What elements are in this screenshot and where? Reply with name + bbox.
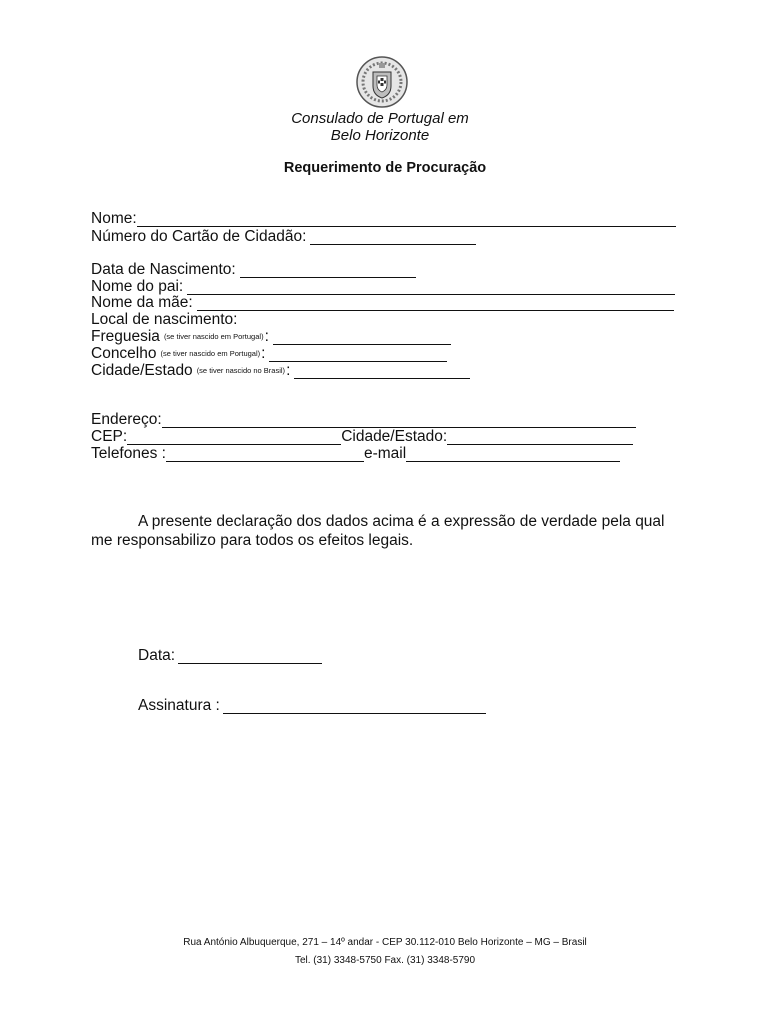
assinatura-label: Assinatura :: [138, 697, 220, 714]
nascimento-label: Data de Nascimento:: [91, 261, 236, 278]
document-title: Requerimento de Procuração: [283, 160, 487, 176]
data-field[interactable]: [138, 647, 322, 664]
mae-line[interactable]: [197, 296, 674, 311]
endereco-label: Endereço:: [91, 411, 162, 428]
cidade-estado-line[interactable]: [294, 364, 470, 379]
endereco-line[interactable]: [162, 413, 636, 428]
freguesia-line[interactable]: [273, 330, 451, 345]
cartao-field[interactable]: [91, 228, 476, 245]
cidade-estado-note: (se tiver nascido no Brasil): [196, 366, 286, 375]
consulate-line-1: Consulado de Portugal em: [291, 110, 469, 127]
cep-line[interactable]: [127, 430, 341, 445]
email-label: e-mail: [363, 445, 407, 462]
data-line[interactable]: [178, 649, 322, 664]
nascimento-field[interactable]: [91, 261, 416, 278]
concelho-label: Concelho: [91, 345, 157, 362]
telefones-label: Telefones :: [91, 445, 166, 462]
freguesia-colon: :: [264, 328, 269, 345]
local-nascimento-label: Local de nascimento:: [91, 311, 238, 328]
concelho-field[interactable]: [91, 345, 447, 362]
nome-label: Nome:: [91, 210, 137, 227]
assinatura-line[interactable]: [223, 699, 486, 714]
declaration-paragraph: A presente declaração dos dados acima é a expressão de verdade pela qual me responsabilizo para todos os efeitos legais.: [91, 513, 665, 549]
cartao-label: Número do Cartão de Cidadão:: [91, 228, 307, 245]
cidade-estado-nascimento-field[interactable]: [91, 362, 470, 379]
concelho-line[interactable]: [269, 347, 447, 362]
nome-field[interactable]: [91, 210, 676, 227]
data-label: Data:: [138, 647, 176, 664]
freguesia-label: Freguesia: [91, 328, 160, 345]
cidade-estado-label: Cidade/Estado: [91, 362, 193, 379]
freguesia-field[interactable]: [91, 328, 451, 345]
consulate-name: [230, 110, 530, 144]
footer-phones: Tel. (31) 3348-5750 Fax. (31) 3348-5790: [294, 955, 476, 966]
pai-line[interactable]: [187, 280, 675, 295]
mae-field[interactable]: [91, 294, 674, 311]
local-nascimento-label-row: [91, 311, 237, 328]
pai-field[interactable]: [91, 278, 675, 295]
endereco-field[interactable]: [91, 411, 636, 428]
consulate-line-2: Belo Horizonte: [330, 127, 430, 144]
cep-label: CEP:: [91, 428, 128, 445]
cidade-estado-endereco-label: Cidade/Estado:: [341, 428, 448, 445]
footer-address: Rua António Albuquerque, 271 – 14º andar - CEP 30.112-010 Belo Horizonte – MG – Brasil: [183, 937, 587, 948]
mae-label: Nome da mãe:: [91, 294, 193, 311]
cartao-line[interactable]: [310, 230, 476, 245]
nome-line[interactable]: [137, 212, 676, 227]
concelho-colon: :: [261, 345, 266, 362]
telefones-email-row[interactable]: [91, 445, 620, 462]
pai-label: Nome do pai:: [91, 278, 184, 295]
email-line[interactable]: [406, 447, 620, 462]
coat-of-arms-seal: [355, 55, 409, 109]
cep-cidade-row[interactable]: [91, 428, 633, 445]
nascimento-line[interactable]: [240, 263, 416, 278]
assinatura-field[interactable]: [138, 697, 486, 714]
telefones-line[interactable]: [166, 447, 364, 462]
cidade-estado-colon: :: [286, 362, 291, 379]
concelho-note: (se tiver nascido em Portugal): [160, 349, 261, 358]
cidade-estado-endereco-line[interactable]: [447, 430, 633, 445]
freguesia-note: (se tiver nascido em Portugal): [163, 332, 264, 341]
